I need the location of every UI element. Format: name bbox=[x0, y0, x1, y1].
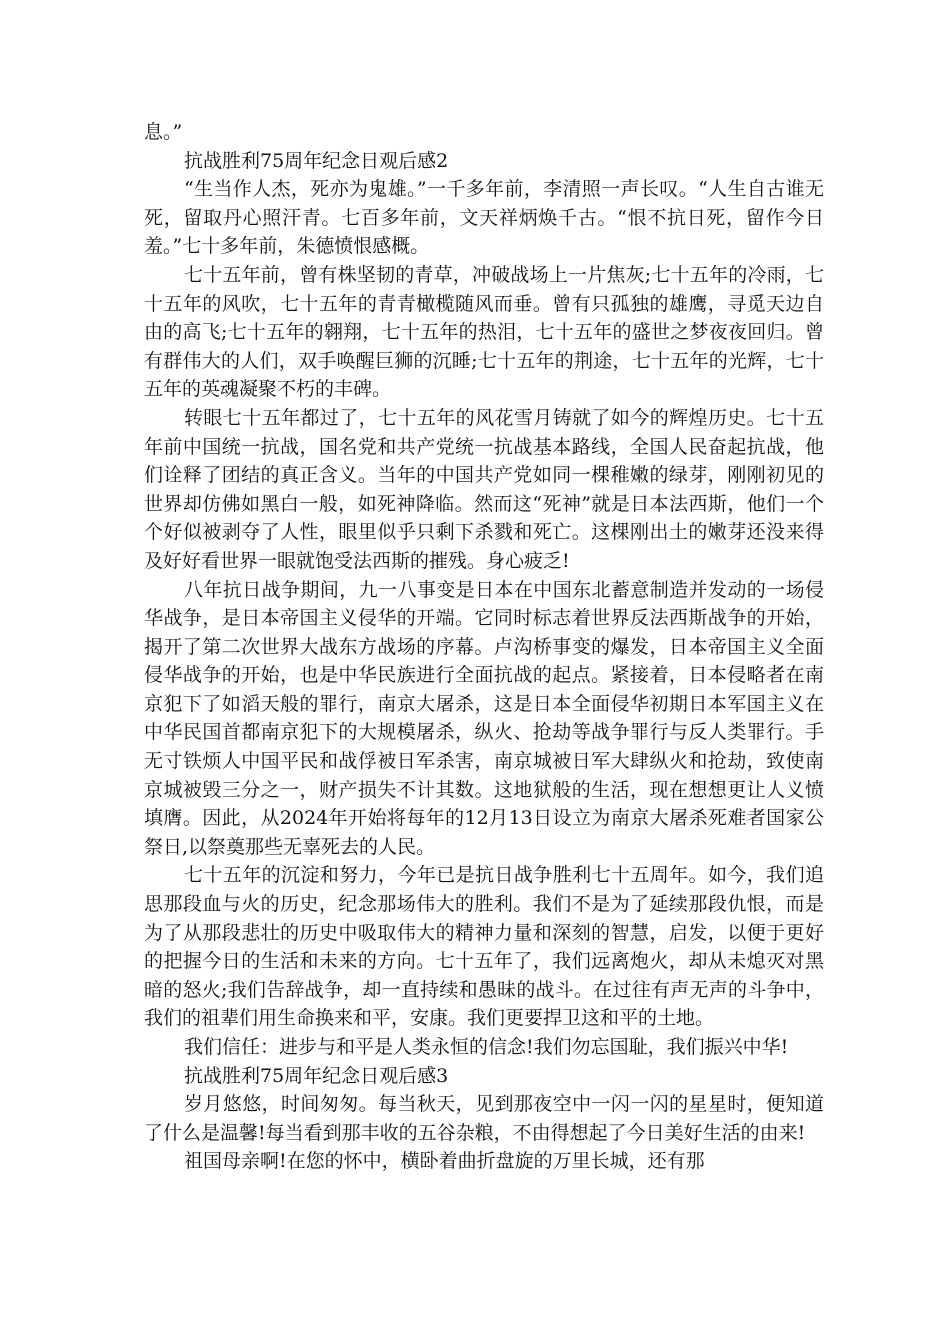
section-heading-2: 抗战胜利75周年纪念日观后感2 bbox=[184, 149, 449, 172]
paragraph: “生当作人杰，死亦为鬼雄。”一千多年前，李清照一声长叹。“人生自古谁无死，留取丹心照汗青。七百多年前，文天祥炳焕千古。“恨不抗日死，留作今日羞。”七十多年前，朱德愤恨感概。 bbox=[144, 178, 824, 258]
paragraph: 七十五年前，曾有株坚韧的青草，冲破战场上一片焦灰;七十五年的冷雨，七十五年的风吹，七十五年的青青橄榄随风而垂。曾有只孤独的雄鹰，寻觅天边自由的高飞;七十五年的翱翔，七十五年的热泪，七十五年的盛世之梦夜夜回归。曾有群伟大的人们，双手唤醒巨狮的沉睡;七十五年的荆途，七十五年的光辉，七十五年的英魂凝聚不朽的丰碑。 bbox=[144, 263, 824, 401]
paragraph: 我们信任：进步与和平是人类永恒的信念!我们勿忘国耻，我们振兴中华! bbox=[184, 1036, 789, 1058]
document-body bbox=[144, 118, 824, 1176]
paragraph: 八年抗日战争期间，九一八事变是日本在中国东北蓄意制造并发动的一场侵华战争，是日本帝国主义侵华的开端。它同时标志着世界反法西斯战争的开始，揭开了第二次世界大战东方战场的序幕。卢沟桥事变的爆发，日本帝国主义全面侵华战争的开始，也是中华民族进行全面抗战的起点。紧接着，日本侵略者在南京犯下了如滔天般的罪行，南京大屠杀，这是日本全面侵华初期日本军国主义在中华民国首都南京犯下的大规模屠杀，纵火、抢劫等战争罪行与反人类罪行。手无寸铁烦人中国平民和战俘被日军杀害，南京城被日军大肆纵火和抢劫，致使南京城被毁三分之一，财产损失不计其数。这地狱般的生活，现在想想更让人义愤填膺。因此，从2024年开始将每年的12月13日设立为南京大屠杀死难者国家公祭日,以祭奠那些无辜死去的人民。 bbox=[144, 578, 824, 858]
paragraph: 七十五年的沉淀和努力，今年已是抗日战争胜利七十五周年。如今，我们追思那段血与火的历史，纪念那场伟大的胜利。我们不是为了延续那段仇恨，而是为了从那段悲壮的历史中吸取伟大的精神力量和深刻的智慧，启发，以便于更好的把握今日的生活和未来的方向。七十五年了，我们远离炮火，却从未熄灭对黑暗的怒火;我们告辞战争，却一直持续和愚昧的战斗。在过往有声无声的斗争中，我们的祖辈们用生命换来和平，安康。我们更要捍卫这和平的土地。 bbox=[144, 864, 824, 1030]
paragraph: 转眼七十五年都过了，七十五年的风花雪月铸就了如今的辉煌历史。七十五年前中国统一抗战，国名党和共产党统一抗战基本路线，全国人民奋起抗战，他们诠释了团结的真正含义。当年的中国共产党如同一棵稚嫩的绿芽，刚刚初见的世界却仿佛如黑白一般，如死神降临。然而这“死神”就是日本法西斯，他们一个个好似被剥夺了人性，眼里似乎只剩下杀戮和死亡。这棵刚出土的嫩芽还没来得及好好看世界一眼就饱受法西斯的摧残。身心疲乏! bbox=[144, 406, 824, 572]
paragraph: 祖国母亲啊!在您的怀中，横卧着曲折盘旋的万里长城，还有那 bbox=[184, 1150, 705, 1173]
section-heading-3: 抗战胜利75周年纪念日观后感3 bbox=[184, 1064, 449, 1087]
paragraph: 岁月悠悠，时间匆匆。每当秋天，见到那夜空中一闪一闪的星星时，便知道了什么是温馨!每当看到那丰收的五谷杂粮，不由得想起了今日美好生活的由来! bbox=[144, 1093, 824, 1144]
paragraph-continuation: 息。” bbox=[144, 121, 183, 143]
